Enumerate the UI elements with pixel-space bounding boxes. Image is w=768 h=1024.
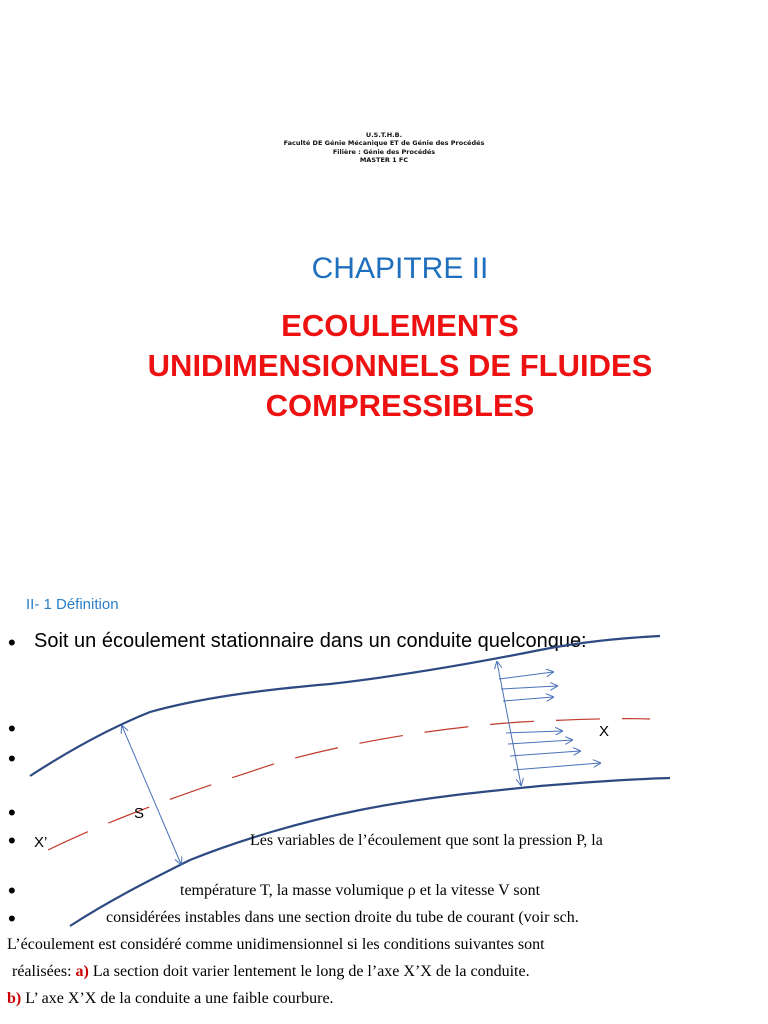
- para-line-5-pre: réalisées:: [12, 963, 76, 980]
- velocity-arrow: [501, 686, 557, 689]
- label-x: X: [599, 723, 610, 740]
- header-faculty: Faculté DE Génie Mécanique ET de Génie des Procédés: [283, 139, 485, 148]
- lower-wall: [70, 778, 670, 926]
- header-program: MASTER 1 FC: [359, 156, 409, 165]
- title-line-3: COMPRESSIBLES: [265, 388, 535, 423]
- velocity-arrow: [503, 697, 553, 701]
- para-line-3: considérées instables dans une section droite du tube de courant (voir sch.: [106, 909, 579, 926]
- para-line-6-text: L’ axe X’X de la conduite a une faible courbure.: [21, 990, 334, 1007]
- item-marker-a: a): [75, 963, 89, 980]
- section-arrow: [122, 726, 181, 864]
- upper-wall: [30, 636, 660, 776]
- para-line-2: température T, la masse volumique ρ et la vitesse V sont: [180, 882, 541, 899]
- bullet-marker: •: [8, 630, 16, 655]
- para-line-6: [7, 990, 334, 1008]
- para-line-4: L’écoulement est considéré comme unidimensionnel si les conditions suivantes sont: [7, 936, 545, 953]
- velocity-arrow: [513, 763, 600, 770]
- section-heading: II- 1 Définition: [26, 596, 119, 613]
- velocity-arrow: [506, 731, 562, 733]
- bullet-marker: •: [8, 746, 16, 771]
- bullet-marker: •: [8, 800, 16, 825]
- para-line-1: Les variables de l’écoulement que sont la pression P, la: [250, 832, 603, 849]
- header-department: Filière : Génie des Procédés: [332, 147, 436, 156]
- bullet-marker: •: [8, 716, 16, 741]
- item-marker-b: b): [7, 990, 22, 1007]
- label-x-prime: X’: [34, 834, 48, 851]
- velocity-arrow: [510, 751, 580, 756]
- velocity-arrow: [499, 672, 553, 679]
- intro-text: Soit un écoulement stationnaire dans un conduite quelconque:: [34, 630, 587, 652]
- para-line-5-text: La section doit varier lentement le long de l’axe X’X de la conduite.: [88, 963, 530, 980]
- chapter-title: CHAPITRE II: [311, 252, 489, 285]
- bullet-marker: •: [8, 878, 16, 903]
- para-line-5: [12, 963, 530, 981]
- title-line-2: UNIDIMENSIONNELS DE FLUIDES: [147, 348, 653, 383]
- bullet-marker: •: [8, 828, 16, 853]
- title-line-1: ECOULEMENTS: [281, 308, 519, 343]
- velocity-arrow: [508, 740, 572, 744]
- label-s: S: [134, 805, 145, 822]
- header-university: U.S.T.H.B.: [365, 131, 403, 139]
- bullet-marker: •: [8, 906, 16, 931]
